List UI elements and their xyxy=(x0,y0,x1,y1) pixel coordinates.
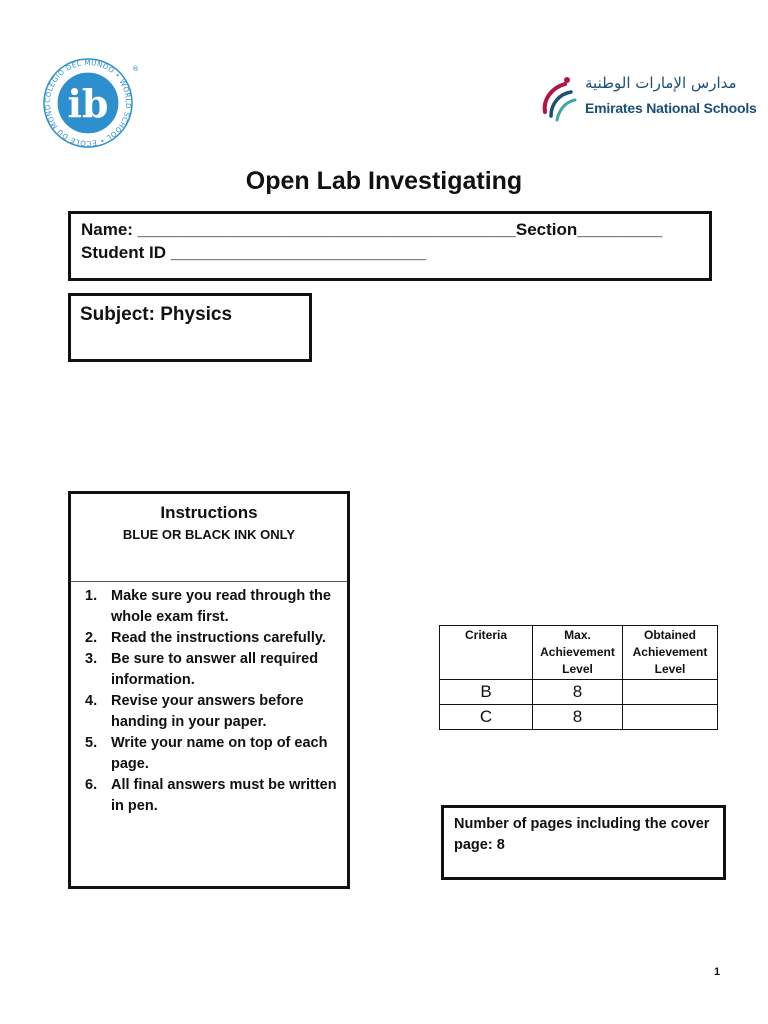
obtained-level-cell[interactable] xyxy=(623,705,718,730)
instruction-text: Write your name on top of each page. xyxy=(111,735,328,772)
subject-label: Subject: Physics xyxy=(80,304,233,325)
page-number: 1 xyxy=(714,966,721,978)
instruction-item xyxy=(85,586,341,628)
instruction-text: Be sure to answer all required information. xyxy=(111,651,319,688)
criteria-table xyxy=(439,625,718,730)
instruction-text: Make sure you read through the whole exam first. xyxy=(111,588,331,625)
instructions-divider xyxy=(71,581,347,582)
instruction-number: 5. xyxy=(85,735,98,751)
instruction-number: 2. xyxy=(85,630,98,646)
ib-world-school-logo xyxy=(36,55,140,151)
student-id-line[interactable]: Student ID ___________________________ xyxy=(81,243,426,262)
table-row xyxy=(440,680,718,705)
instruction-item xyxy=(85,775,341,817)
pages-note: Number of pages including the cover page: 8 xyxy=(454,816,710,853)
criterion-cell: C xyxy=(440,705,533,730)
document-title: Open Lab Investigating xyxy=(245,167,523,195)
instructions-list xyxy=(85,586,341,817)
instruction-number: 1. xyxy=(85,588,98,604)
instruction-number: 4. xyxy=(85,693,98,709)
header-max-level: Max. Achievement Level xyxy=(533,626,623,680)
instruction-number: 6. xyxy=(85,777,98,793)
header-obtained-level: Obtained Achievement Level xyxy=(623,626,718,680)
max-level-cell: 8 xyxy=(533,680,623,705)
ens-arabic-name: مدارس الإمارات الوطنية xyxy=(585,74,737,92)
svg-text:ib: ib xyxy=(67,81,109,126)
instruction-text: Read the instructions carefully. xyxy=(111,630,326,646)
instruction-text: Revise your answers before handing in your paper. xyxy=(111,693,304,730)
max-level-cell: 8 xyxy=(533,705,623,730)
svg-text:COLEGIO DEL MUNDO • WORLD SCHO: COLEGIO DEL MUNDO • WORLD SCHOOL • ÉCOLE DU MOND xyxy=(43,58,133,148)
instruction-item xyxy=(85,691,341,733)
pages-note-box xyxy=(441,805,726,880)
student-info-box xyxy=(68,211,712,281)
obtained-level-cell[interactable] xyxy=(623,680,718,705)
instruction-number: 3. xyxy=(85,651,98,667)
name-section-line[interactable]: Name: ________________________________________Section_________ xyxy=(81,220,663,239)
table-row xyxy=(440,705,718,730)
instructions-subtitle: BLUE OR BLACK INK ONLY xyxy=(122,527,296,542)
ens-emblem-icon xyxy=(537,72,583,128)
subject-box xyxy=(68,293,312,362)
instructions-title: Instructions xyxy=(160,503,258,522)
instruction-text: All final answers must be written in pen. xyxy=(111,777,337,814)
instruction-item xyxy=(85,649,341,691)
header-criteria: Criteria xyxy=(440,626,533,680)
ens-english-name: Emirates National Schools xyxy=(585,100,757,116)
instruction-item xyxy=(85,733,341,775)
instructions-box xyxy=(68,491,350,889)
instruction-item xyxy=(85,628,341,649)
svg-text:®: ® xyxy=(132,65,139,73)
table-header-row xyxy=(440,626,718,680)
criterion-cell: B xyxy=(440,680,533,705)
